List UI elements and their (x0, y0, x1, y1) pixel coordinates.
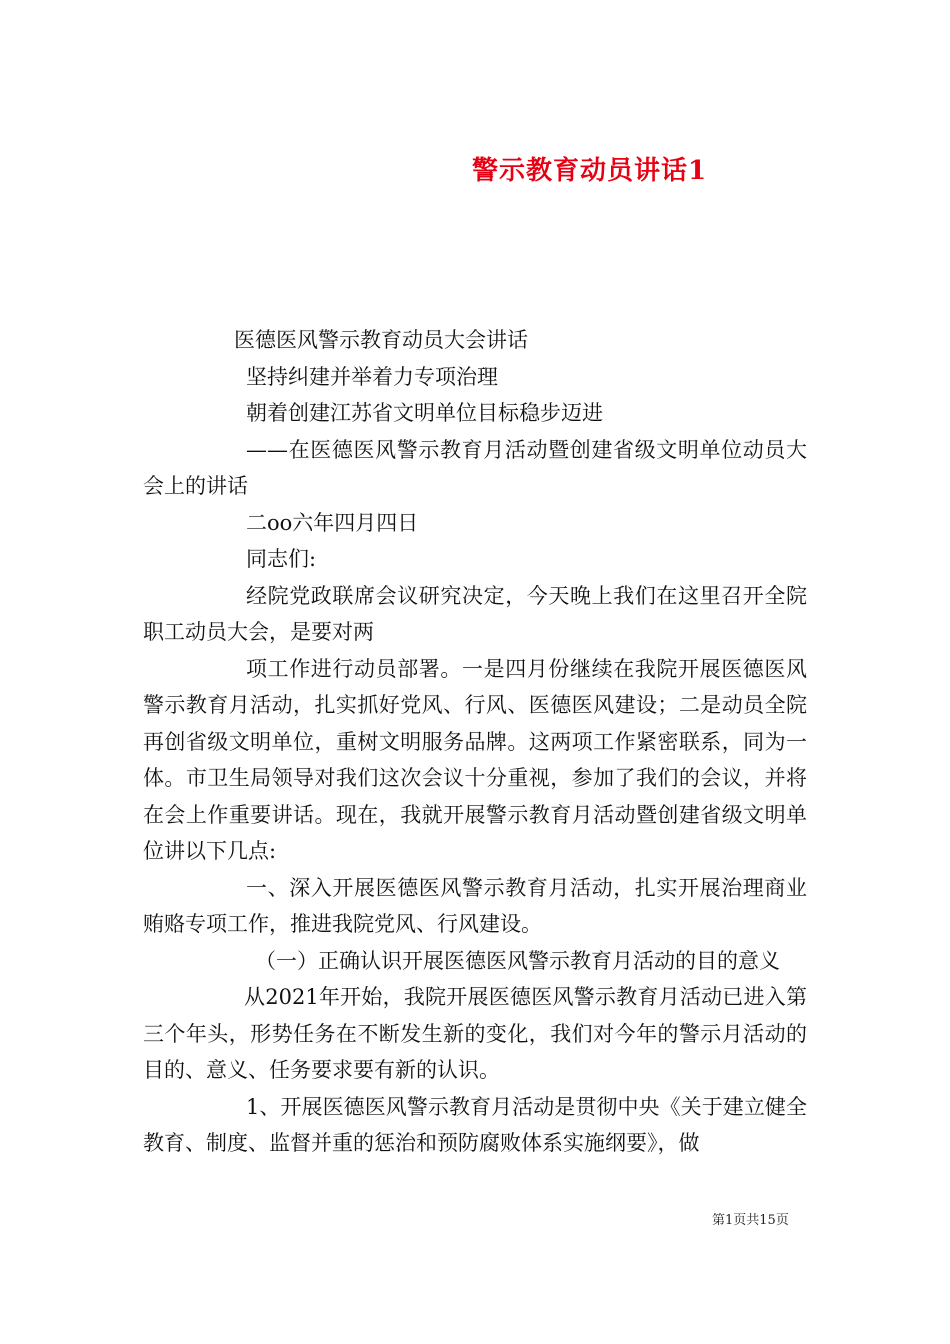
speech-occasion: ——在医德医风警示教育月活动暨创建省级文明单位动员大会上的讲话 (143, 437, 807, 498)
salutation: 同志们: (246, 547, 317, 571)
speech-subtitle-1: 坚持纠建并举着力专项治理 (246, 364, 498, 389)
page-number: 第1页共15页 (712, 1213, 789, 1228)
document-body (143, 322, 807, 1162)
document-title: 警示教育动员讲话1 (472, 156, 708, 187)
speech-subtitle-2: 朝着创建江苏省文明单位目标稳步迈进 (246, 401, 603, 425)
body-paragraph: 经院党政联席会议研究决定，今天晚上我们在这里召开全院职工动员大会，是要对两 (143, 583, 807, 644)
speech-date: 二oo六年四月四日 (246, 510, 419, 535)
speech-heading: 医德医风警示教育动员大会讲话 (234, 328, 528, 352)
body-paragraph: 1、开展医德医风警示教育月活动是贯彻中央《关于建立健全教育、制度、监督并重的惩治和预防腐败体系实施纲要》，做 (143, 1094, 807, 1155)
body-paragraph: 项工作进行动员部署。一是四月份继续在我院开展医德医风警示教育月活动，扎实抓好党风、行风、医德医风建设；二是动员全院再创省级文明单位，重树文明服务品牌。这两项工作紧密联系，同为一体。市卫生局领导对我们这次会议十分重视，参加了我们的会议，并将在会上作重要讲话。现在，我就开展警示教育月活动暨创建省级文明单位讲以下几点: (143, 656, 807, 863)
subsection-heading-1: （一）正确认识开展医德医风警示教育月活动的目的意义 (255, 948, 780, 973)
body-paragraph: 从2021年开始，我院开展医德医风警示教育月活动已进入第三个年头，形势任务在不断发生新的变化，我们对今年的警示月活动的目的、意义、任务要求要有新的认识。 (143, 985, 807, 1082)
section-heading-1: 一、深入开展医德医风警示教育月活动，扎实开展治理商业贿赂专项工作，推进我院党风、行风建设。 (143, 875, 807, 936)
